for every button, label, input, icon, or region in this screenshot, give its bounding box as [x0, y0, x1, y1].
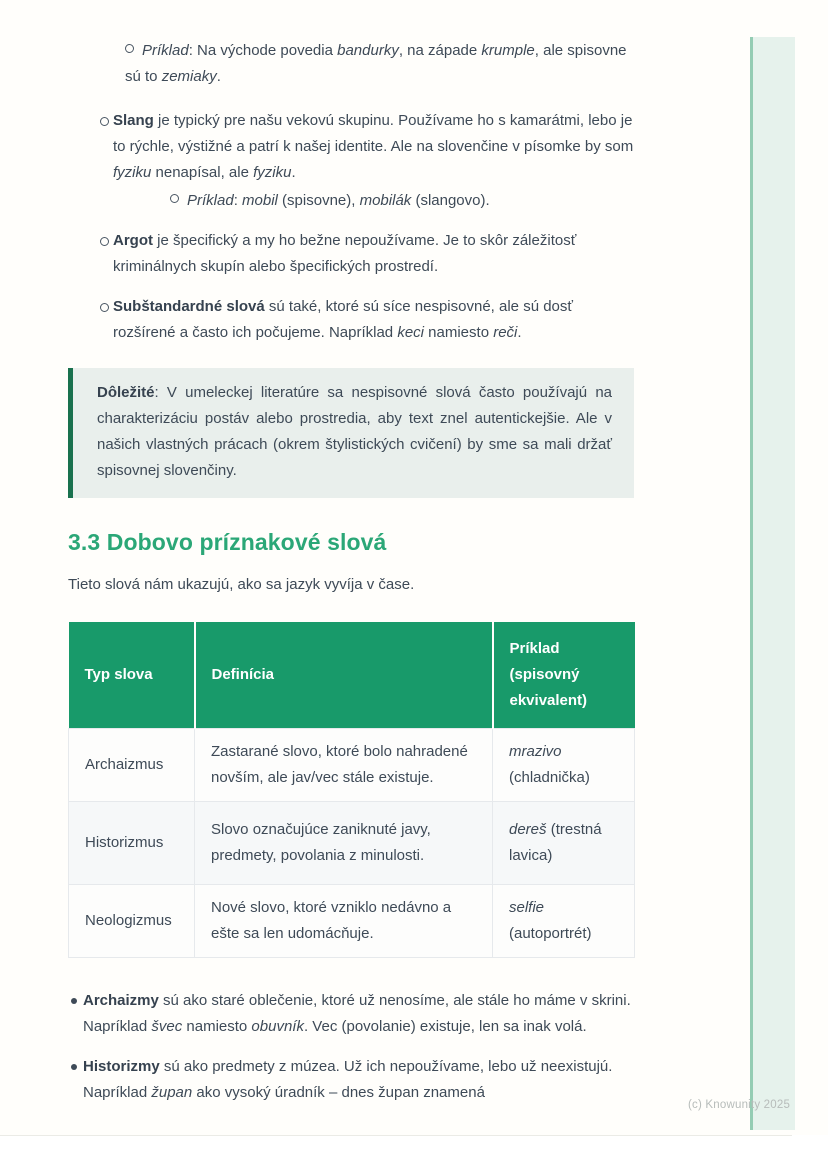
table-row-archaizmus	[69, 729, 635, 802]
table-header-definicia: Definícia	[195, 622, 493, 729]
bullet-disc-icon	[71, 1064, 77, 1070]
cell-definition: Nové slovo, ktoré vzniklo nedávno a ešte sa len udomácňuje.	[195, 885, 493, 958]
bullet-disc-icon	[71, 998, 77, 1004]
list-item-slang	[68, 108, 634, 214]
list-item-text: Príklad: mobil (spisovne), mobilák (slangovo).	[187, 192, 490, 209]
table-row-neologizmus	[69, 885, 635, 958]
nonstandard-words-list	[68, 108, 634, 346]
example-sublist	[68, 38, 634, 90]
bullet-circle-icon	[100, 303, 109, 312]
list-item-argot	[68, 228, 634, 280]
word-types-table	[68, 622, 635, 958]
table-row-historizmus	[69, 802, 635, 885]
page-side-strip	[750, 37, 795, 1130]
cell-type: Archaizmus	[69, 729, 195, 802]
watermark: (c) Knowunity 2025	[688, 1099, 791, 1111]
page-bottom-edge	[0, 1135, 792, 1136]
example-sublist	[113, 188, 634, 214]
cell-example: selfie (autoportrét)	[493, 885, 635, 958]
list-item-text: Slang je typický pre našu vekovú skupinu. Používame ho s kamarátmi, lebo je to rýchle, výstižné a patrí k našej identite. Ale na slovenčine v písomke by som fyziku nenapísal, ale fyziku.	[113, 112, 634, 181]
cell-definition: Slovo označujúce zaniknuté javy, predmety, povolania z minulosti.	[195, 802, 493, 885]
page-content	[68, 0, 634, 1120]
cell-example: dereš (trestná lavica)	[493, 802, 635, 885]
list-item-text: Argot je špecifický a my ho bežne nepoužívame. Je to skôr záležitosť kriminálnych skupín alebo špecifických prostredí.	[113, 232, 577, 275]
callout-text: Dôležité: V umeleckej literatúre sa nespisovné slová často používajú na charakterizáciu postáv alebo prostredia, aby text znel autentickejšie. Ale v našich vlastných prácach (okrem štylistických cvičení) by sme sa mali držať spisovnej slovenčiny.	[97, 384, 612, 479]
cell-type: Historizmus	[69, 802, 195, 885]
cell-definition: Zastarané slovo, ktoré bolo nahradené novším, ale jav/vec stále existuje.	[195, 729, 493, 802]
list-item-substandardne	[68, 294, 634, 346]
table-header-priklad: Príklad (spisovný ekvivalent)	[493, 622, 635, 729]
list-item-priklad-mobil	[170, 188, 634, 214]
list-item-priklad-zemiaky	[125, 38, 634, 90]
callout-important	[68, 368, 634, 498]
list-item-text: Historizmy sú ako predmety z múzea. Už ich nepoužívame, lebo už neexistujú. Napríklad župan ako vysoký úradník – dnes župan znamená	[83, 1058, 613, 1101]
analogy-list	[68, 988, 634, 1106]
list-item-text: Archaizmy sú ako staré oblečenie, ktoré už nenosíme, ale stále ho máme v skrini. Napríklad švec namiesto obuvník. Vec (povolanie) existuje, len sa inak volá.	[83, 992, 631, 1035]
section-heading: 3.3 Dobovo príznakové slová	[68, 529, 387, 555]
table-header-typ-slova: Typ slova	[69, 622, 195, 729]
bullet-circle-icon	[170, 194, 179, 203]
list-item-text: Príklad: Na východe povedia bandurky, na západe krumple, ale spisovne sú to zemiaky.	[125, 42, 627, 85]
cell-type: Neologizmus	[69, 885, 195, 958]
bullet-circle-icon	[100, 237, 109, 246]
list-item-text: Subštandardné slová sú také, ktoré sú síce nespisovné, ale sú dosť rozšírené a často ich počujeme. Napríklad keci namiesto reči.	[113, 298, 574, 341]
bullet-circle-icon	[125, 44, 134, 53]
list-item-archaizmy	[68, 988, 634, 1040]
table-header-row	[69, 622, 635, 729]
bullet-circle-icon	[100, 117, 109, 126]
list-item-historizmy	[68, 1054, 634, 1106]
cell-example: mrazivo (chladnička)	[493, 729, 635, 802]
intro-paragraph: Tieto slová nám ukazujú, ako sa jazyk vyvíja v čase.	[68, 576, 415, 593]
